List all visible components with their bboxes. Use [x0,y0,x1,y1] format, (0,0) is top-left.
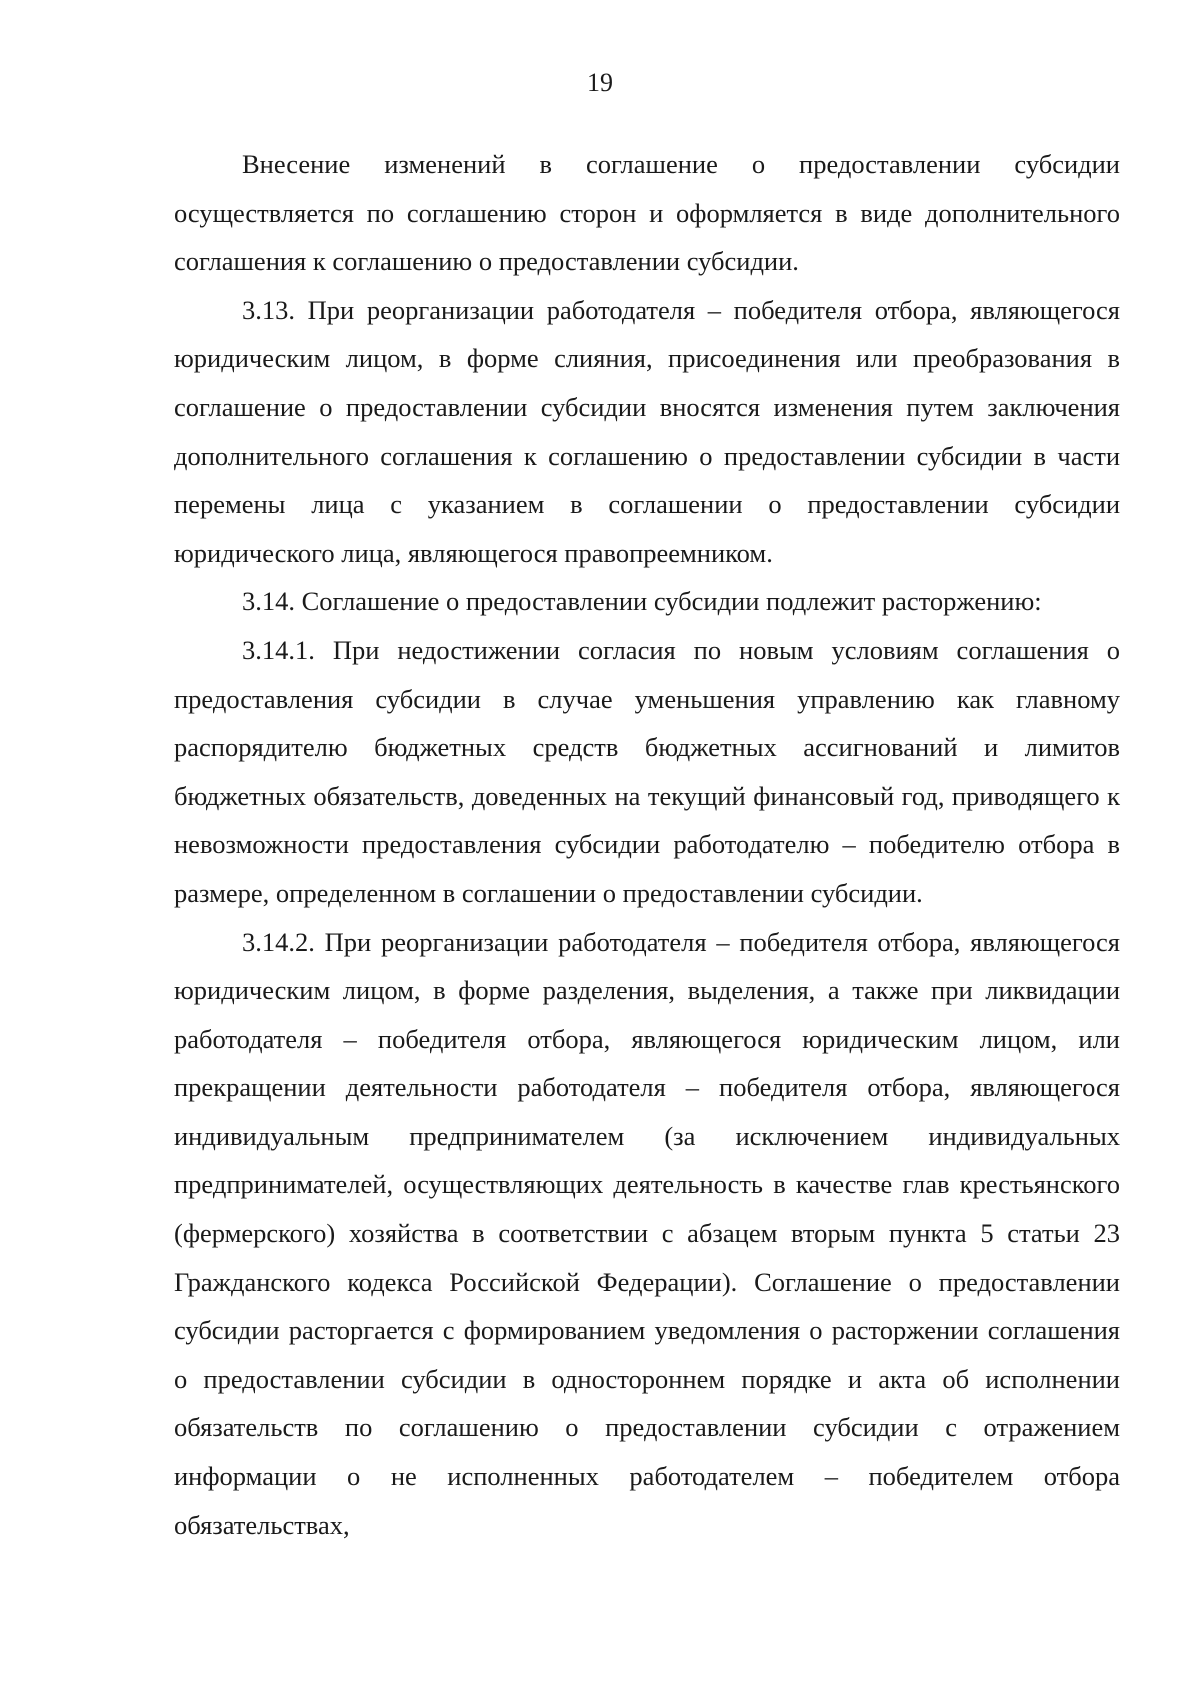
paragraph-3-14-1: 3.14.1. При недостижении согласия по новым условиям соглашения о предоставления субсидии в случае уменьшения управлению как главному распорядителю бюджетных средств бюджетных ассигнований и лимитов бюджетных обязательств, доведенных на текущий финансовый год, приводящего к невозможности предоставления субсидии работодателю – победителю отбора в размере, определенном в соглашении о предоставлении субсидии. [174,634,1120,908]
page-number: 19 [587,68,613,97]
document-body [174,140,1120,1549]
paragraph-3-13: 3.13. При реорганизации работодателя – победителя отбора, являющегося юридическим лицом, в форме слияния, присоединения или преобразования в соглашение о предоставлении субсидии вносятся изменения путем заключения дополнительного соглашения к соглашению о предоставлении субсидии в части перемены лица с указанием в соглашении о предоставлении субсидии юридического лица, являющегося правопреемником. [174,294,1120,568]
paragraph-amendment: Внесение изменений в соглашение о предоставлении субсидии осуществляется по соглашению сторон и оформляется в виде дополнительного соглашения к соглашению о предоставлении субсидии. [174,149,1120,277]
paragraph-3-14-2: 3.14.2. При реорганизации работодателя – победителя отбора, являющегося юридическим лицом, в форме разделения, выделения, а также при ликвидации работодателя – победителя отбора, являющегося юридическим лицом, или прекращении деятельности работодателя – победителя отбора, являющегося индивидуальным предпринимателем (за исключением индивидуальных предпринимателей, осуществляющих деятельность в качестве глав крестьянского (фермерского) хозяйства в соответствии с абзацем вторым пункта 5 статьи 23 Гражданского кодекса Российской Федерации). Соглашение о предоставлении субсидии расторгается с формированием уведомления о расторжении соглашения о предоставлении субсидии в одностороннем порядке и акта об исполнении обязательств по соглашению о предоставлении субсидии с отражением информации о не исполненных работодателем – победителем отбора обязательствах, [174,926,1120,1540]
paragraph-3-14: 3.14. Соглашение о предоставлении субсидии подлежит расторжению: [242,586,1042,617]
